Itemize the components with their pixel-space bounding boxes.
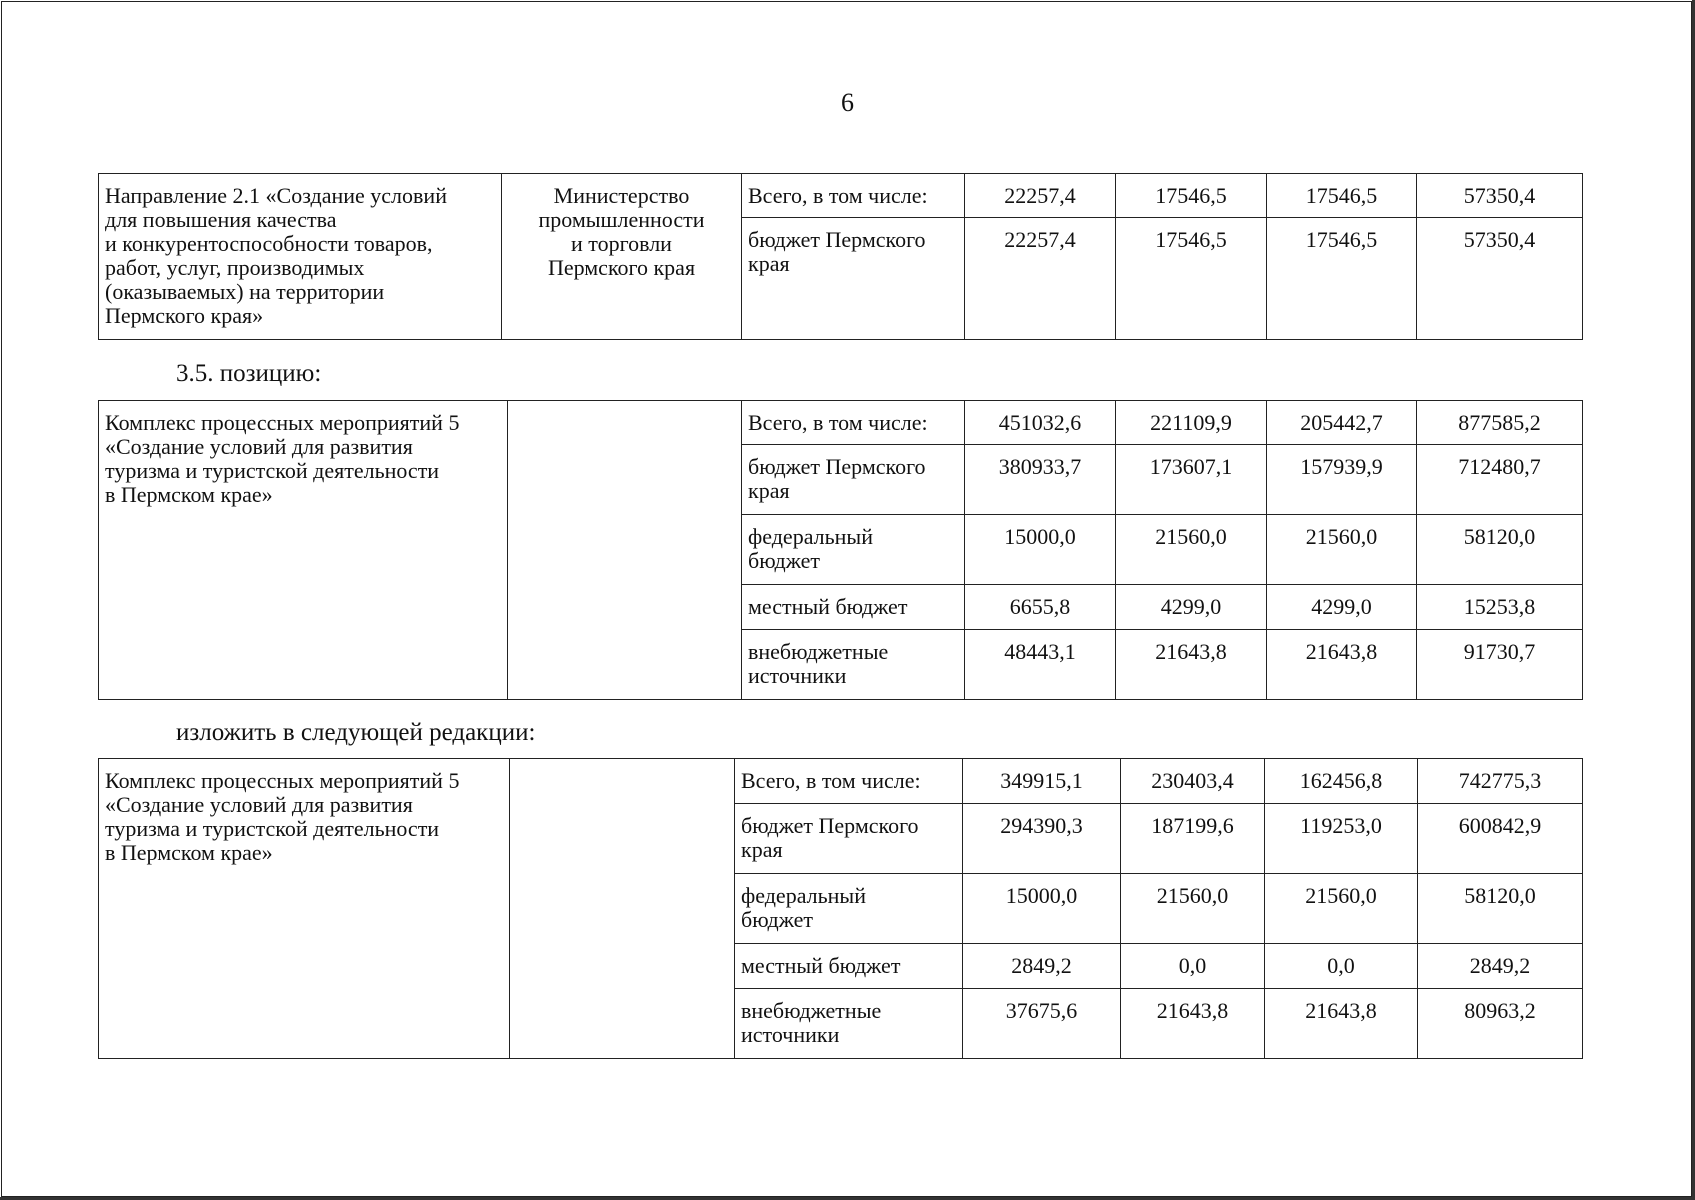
- item-name-cell: Комплекс процессных мероприятий 5 «Создание условий для развития туризма и туристской деятельности в Пермском крае»: [99, 401, 508, 700]
- page-number: 6: [841, 88, 854, 117]
- value-cell: 0,0: [1121, 944, 1265, 989]
- value-cell: 205442,7: [1267, 401, 1417, 445]
- value-cell: 162456,8: [1265, 759, 1418, 804]
- value-cell: 58120,0: [1417, 515, 1583, 585]
- value-cell: 712480,7: [1417, 445, 1583, 515]
- source-cell: Всего, в том числе:: [742, 174, 965, 218]
- value-cell: 877585,2: [1417, 401, 1583, 445]
- table-current-position: [98, 400, 1583, 700]
- value-cell: 37675,6: [963, 989, 1121, 1059]
- responsible-cell: [510, 759, 735, 1059]
- source-cell: бюджет Пермского края: [742, 445, 965, 515]
- value-cell: 21560,0: [1116, 515, 1267, 585]
- value-cell: 58120,0: [1418, 874, 1583, 944]
- value-cell: 187199,6: [1121, 804, 1265, 874]
- value-cell: 57350,4: [1417, 218, 1583, 340]
- value-cell: 21643,8: [1265, 989, 1418, 1059]
- value-cell: 451032,6: [965, 401, 1116, 445]
- value-cell: 21560,0: [1265, 874, 1418, 944]
- value-cell: 380933,7: [965, 445, 1116, 515]
- source-cell: бюджет Пермского края: [742, 218, 965, 340]
- responsible-cell: [508, 401, 742, 700]
- source-cell: местный бюджет: [735, 944, 963, 989]
- source-cell: бюджет Пермского края: [735, 804, 963, 874]
- value-cell: 22257,4: [965, 218, 1116, 340]
- value-cell: 4299,0: [1267, 585, 1417, 630]
- paragraph-position: 3.5. позицию:: [176, 360, 322, 387]
- value-cell: 2849,2: [963, 944, 1121, 989]
- value-cell: 221109,9: [1116, 401, 1267, 445]
- value-cell: 17546,5: [1267, 174, 1417, 218]
- value-cell: 2849,2: [1418, 944, 1583, 989]
- source-cell: местный бюджет: [742, 585, 965, 630]
- value-cell: 15000,0: [963, 874, 1121, 944]
- value-cell: 742775,3: [1418, 759, 1583, 804]
- table-row: [99, 759, 1583, 804]
- value-cell: 157939,9: [1267, 445, 1417, 515]
- value-cell: 15000,0: [965, 515, 1116, 585]
- item-name-cell: Комплекс процессных мероприятий 5 «Создание условий для развития туризма и туристской деятельности в Пермском крае»: [99, 759, 510, 1059]
- value-cell: 22257,4: [965, 174, 1116, 218]
- value-cell: 4299,0: [1116, 585, 1267, 630]
- item-name-cell: Направление 2.1 «Создание условий для повышения качества и конкурентоспособности товаров, работ, услуг, производимых (оказываемых) на территории Пермского края»: [99, 174, 502, 340]
- value-cell: 0,0: [1265, 944, 1418, 989]
- table-direction-2-1: [98, 173, 1583, 340]
- source-cell: Всего, в том числе:: [742, 401, 965, 445]
- value-cell: 294390,3: [963, 804, 1121, 874]
- value-cell: 80963,2: [1418, 989, 1583, 1059]
- value-cell: 119253,0: [1265, 804, 1418, 874]
- table-row: [99, 174, 1583, 218]
- table-new-position: [98, 758, 1583, 1059]
- value-cell: 21643,8: [1121, 989, 1265, 1059]
- source-cell: внебюджетные источники: [735, 989, 963, 1059]
- value-cell: 21643,8: [1267, 630, 1417, 700]
- value-cell: 230403,4: [1121, 759, 1265, 804]
- value-cell: 15253,8: [1417, 585, 1583, 630]
- value-cell: 91730,7: [1417, 630, 1583, 700]
- source-cell: внебюджетные источники: [742, 630, 965, 700]
- value-cell: 17546,5: [1116, 174, 1267, 218]
- value-cell: 349915,1: [963, 759, 1121, 804]
- value-cell: 48443,1: [965, 630, 1116, 700]
- source-cell: федеральный бюджет: [735, 874, 963, 944]
- value-cell: 21560,0: [1267, 515, 1417, 585]
- value-cell: 21560,0: [1121, 874, 1265, 944]
- table-row: [99, 401, 1583, 445]
- value-cell: 17546,5: [1116, 218, 1267, 340]
- value-cell: 6655,8: [965, 585, 1116, 630]
- source-cell: Всего, в том числе:: [735, 759, 963, 804]
- source-cell: федеральный бюджет: [742, 515, 965, 585]
- value-cell: 17546,5: [1267, 218, 1417, 340]
- value-cell: 21643,8: [1116, 630, 1267, 700]
- value-cell: 57350,4: [1417, 174, 1583, 218]
- responsible-cell: Министерство промышленности и торговли Пермского края: [502, 174, 742, 340]
- value-cell: 600842,9: [1418, 804, 1583, 874]
- value-cell: 173607,1: [1116, 445, 1267, 515]
- paragraph-edit: изложить в следующей редакции:: [176, 719, 536, 746]
